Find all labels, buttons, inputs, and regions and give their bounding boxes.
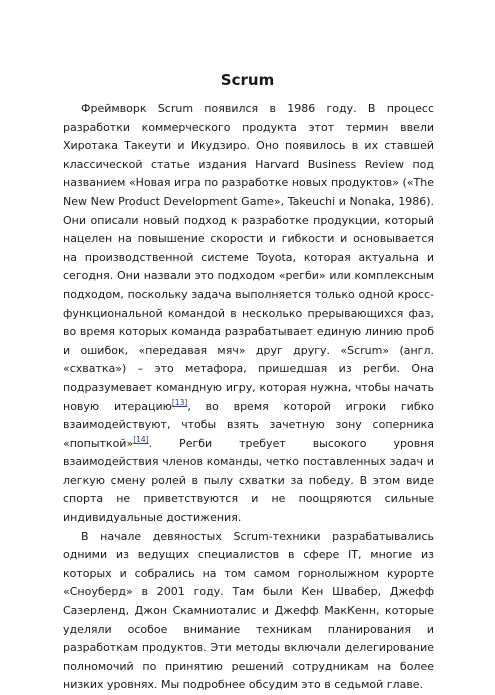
paragraph-1-text-a: Фреймворк Scrum появился в 1986 году. В процесс разработки коммерческого продукта этот термин ввели Хиротака Такеути и Икудзиро. Оно появилось в их ставшей классической статье издания Harvard Business Review под названием «Новая игра по разработке новых продуктов» («The New New Product Development Game», Takeuchi и Nonaka, 1986). Они описали новый подход к разработке продукции, который нацелен на повышение скорости и гибкости и основывается на производственной системе Toyota, которая актуальна и сегодня. Они назвали это подходом «регби» или комплексным подходом, поскольку задача выполняется только одной кросс-функциональной командой в несколько прерывающихся фаз, во время которых команда разрабатывает единую линию проб и ошибок, «передавая мяч» друг другу. «Scrum» (англ. «схватка») – это метафора, пришедшая из регби. Она подразумевает командную игру, которая нужна, чтобы начать новую итерацию <box>63 102 434 413</box>
paragraph-1 <box>63 100 434 528</box>
footnote-link-14[interactable]: [14] <box>133 434 149 444</box>
page-title: Scrum <box>220 71 275 89</box>
paragraph-2: В начале девяностых Scrum-техники разрабатывались одними из ведущих специалистов в сфере IT, многие из которых и собрались на том самом горнолыжном курорте «Сноуберд» в 2001 году. Там были Кен Швабер, Джефф Сазерленд, Джон Скамниоталис и Джефф МакКенн, которые уделяли особое внимание техникам планирования и разработкам продуктов. Эти методы включали делегирование полномочий по принятию решений сотрудникам на более низких уровнях. Мы подробнее обсудим это в седьмой главе. <box>63 529 434 692</box>
body-text <box>63 100 434 695</box>
paragraph-1-text-b: , во время которой игроки гибко взаимодействуют, чтобы взять зачетную зону соперника «попыткой» <box>63 399 434 450</box>
footnote-link-13[interactable]: [13] <box>171 397 188 407</box>
paragraph-1-text-c: . Регби требует высокого уровня взаимодействия членов команды, четко поставленных задач и легкую смену ролей в пылу схватки за победу. В этом виде спорта не приветствуются и не поощряются сильные индивидуальные достижения. <box>63 436 434 525</box>
